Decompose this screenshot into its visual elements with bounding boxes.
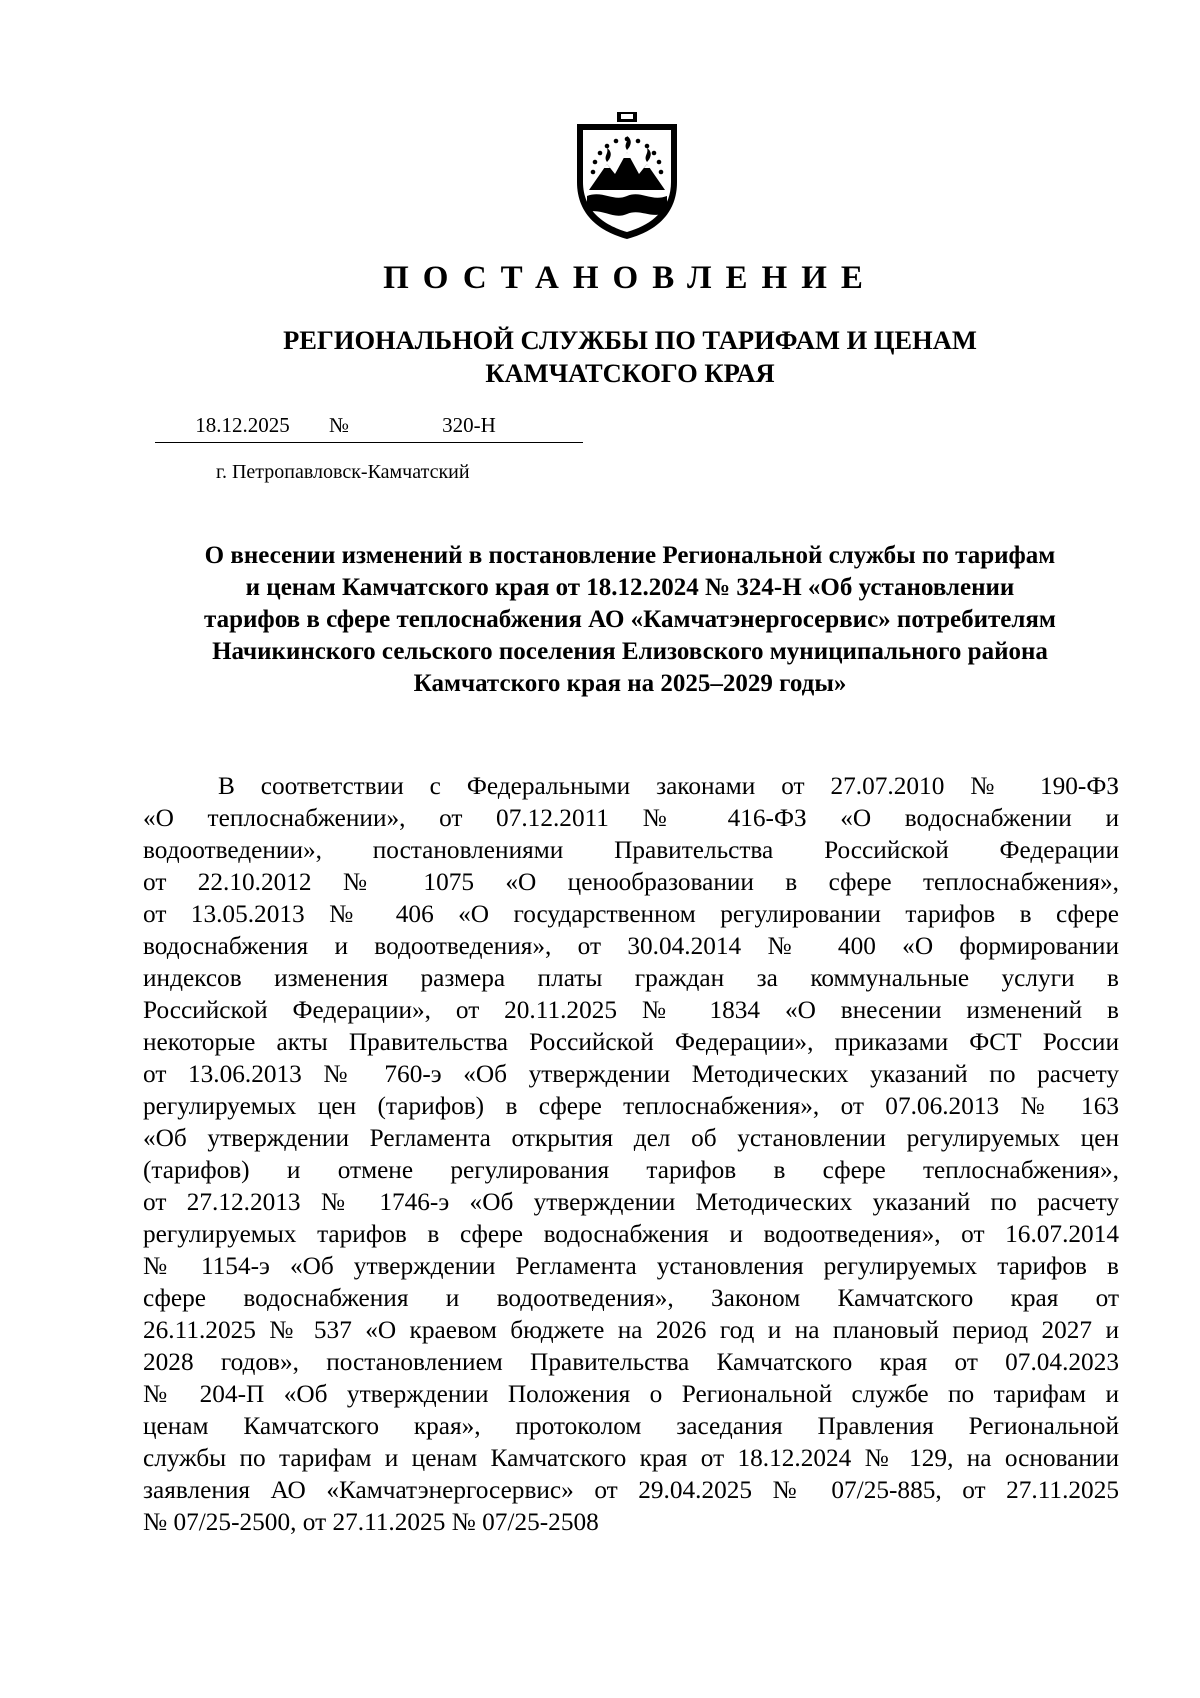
body-line: № 204-П «Об утверждении Положения о Региональной службе по тарифам и (143, 1380, 1119, 1408)
body-line: водоснабжения и водоотведения», от 30.04.2014 № 400 «О формировании (143, 932, 1119, 960)
body-line: № 1154-э «Об утверждении Регламента установления регулируемых тарифов в (143, 1252, 1119, 1280)
body-line: В соответствии с Федеральными законами от 27.07.2010 № 190-ФЗ (218, 772, 1119, 800)
subject-line: тарифов в сфере теплоснабжения АО «Камчатэнергосервис» потребителям (204, 606, 1056, 633)
body-line: от 13.05.2013 № 406 «О государственном регулировании тарифов в сфере (143, 900, 1119, 928)
body-line: ценам Камчатского края», протоколом заседания Правления Региональной (143, 1412, 1119, 1440)
body-line: некоторые акты Правительства Российской Федерации», приказами ФСТ России (143, 1028, 1119, 1056)
document-city: г. Петропавловск-Камчатский (216, 461, 470, 483)
subject-line: О внесении изменений в постановление Региональной службы по тарифам (204, 542, 1056, 569)
subject-line: Начикинского сельского поселения Елизовского муниципального района (212, 638, 1048, 665)
number-sign: № (329, 410, 355, 443)
issuing-authority (140, 324, 1120, 390)
document-subject (140, 540, 1120, 700)
subject-line: Камчатского края на 2025–2029 годы» (413, 670, 847, 697)
authority-line: РЕГИОНАЛЬНОЙ СЛУЖБЫ ПО ТАРИФАМ И ЦЕНАМ (283, 325, 977, 355)
kamchatka-coat-of-arms-icon (573, 112, 681, 240)
body-line: водоотведении», постановлениями Правительства Российской Федерации (143, 836, 1119, 864)
body-line: сфере водоснабжения и водоотведения», Законом Камчатского края от (143, 1284, 1119, 1312)
body-line: «О теплоснабжении», от 07.12.2011 № 416-ФЗ «О водоснабжении и (143, 804, 1119, 832)
document-body-paragraph (143, 770, 1119, 1538)
document-date: 18.12.2025 (155, 410, 330, 443)
body-line: от 22.10.2012 № 1075 «О ценообразовании в сфере теплоснабжения», (143, 868, 1119, 896)
body-line: № 07/25-2500, от 27.11.2025 № 07/25-2508 (143, 1508, 599, 1536)
body-line: «Об утверждении Регламента открытия дел об установлении регулируемых цен (143, 1124, 1119, 1152)
body-line: от 27.12.2013 № 1746-э «Об утверждении Методических указаний по расчету (143, 1188, 1119, 1216)
body-line: Российской Федерации», от 20.11.2025 № 1834 «О внесении изменений в (143, 996, 1119, 1024)
body-line: регулируемых тарифов в сфере водоснабжения и водоотведения», от 16.07.2014 (143, 1220, 1119, 1248)
document-type-title: ПОСТАНОВЛЕНИЕ (383, 260, 877, 296)
body-line: от 13.06.2013 № 760-э «Об утверждении Методических указаний по расчету (143, 1060, 1119, 1088)
body-line: регулируемых цен (тарифов) в сфере теплоснабжения», от 07.06.2013 № 163 (143, 1092, 1119, 1120)
document-number: 320-Н (355, 410, 583, 443)
subject-line: и ценам Камчатского края от 18.12.2024 № 324-Н «Об установлении (245, 574, 1015, 601)
body-line: 2028 годов», постановлением Правительства Камчатского края от 07.04.2023 (143, 1348, 1119, 1376)
body-line: заявления АО «Камчатэнергосервис» от 29.04.2025 № 07/25-885, от 27.11.2025 (143, 1476, 1119, 1504)
body-line: индексов изменения размера платы граждан за коммунальные услуги в (143, 964, 1119, 992)
body-line: (тарифов) и отмене регулирования тарифов в сфере теплоснабжения», (143, 1156, 1119, 1184)
authority-line: КАМЧАТСКОГО КРАЯ (485, 358, 775, 388)
body-line: службы по тарифам и ценам Камчатского края от 18.12.2024 № 129, на основании (143, 1444, 1119, 1472)
body-line: 26.11.2025 № 537 «О краевом бюджете на 2026 год и на плановый период 2027 и (143, 1316, 1119, 1344)
